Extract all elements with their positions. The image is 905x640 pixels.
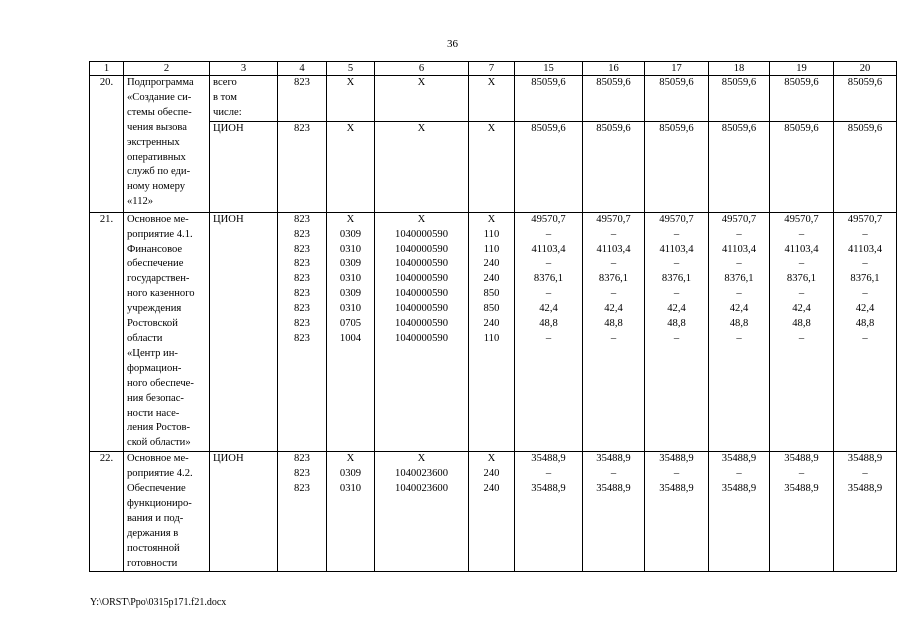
cell-line: –	[545, 468, 552, 480]
executor-cell: ЦИОН	[210, 121, 278, 212]
expense-type-cell	[469, 212, 515, 452]
cell-line: Ростовской	[127, 318, 178, 330]
cell-line: –	[610, 228, 617, 240]
cell-line: 8376,1	[533, 273, 564, 285]
value-cell	[770, 452, 834, 572]
cell-line: 0310	[339, 243, 362, 255]
ministry-code-cell	[278, 452, 327, 572]
cell-line: –	[610, 332, 617, 344]
cell-line: 35488,9	[847, 483, 883, 494]
cell-line: 8376,1	[850, 273, 880, 285]
section-code-cell	[327, 212, 375, 452]
cell-line: 48,8	[855, 317, 875, 329]
cell-line: Х	[487, 213, 496, 225]
header-cell: 18	[709, 62, 770, 76]
cell-line: 35488,9	[596, 453, 631, 465]
header-cell: 7	[469, 62, 515, 76]
cell-line: 240	[483, 317, 500, 329]
cell-line: 8376,1	[598, 273, 629, 285]
cell-line: служб по еди-	[127, 166, 191, 178]
cell-line: 1040000590	[395, 258, 448, 270]
cell-line: Обеспечение	[127, 483, 186, 495]
cell-line: 823	[294, 273, 310, 285]
cell-line: –	[736, 258, 742, 270]
cell-line: 1004	[339, 332, 362, 344]
cell-line: Х	[346, 453, 355, 465]
cell-line: 48,8	[604, 317, 623, 329]
value-cell: 85059,6	[645, 121, 709, 212]
cell-line: Х	[417, 213, 426, 225]
executor-cell	[210, 76, 278, 122]
cell-line: 0310	[339, 303, 362, 315]
cell-line: области	[127, 332, 163, 344]
header-cell: 20	[834, 62, 897, 76]
cell-line: –	[798, 228, 805, 240]
cell-line: 35488,9	[721, 453, 757, 465]
cell-line: –	[736, 332, 742, 344]
cell-line: 35488,9	[784, 483, 819, 494]
table-cell: Х	[469, 76, 515, 122]
row-number: 22.	[90, 452, 124, 572]
cell-line: 49570,7	[531, 213, 566, 225]
cell-line: 49570,7	[784, 213, 819, 225]
value-cell: 85059,6	[770, 121, 834, 212]
value-cell	[583, 452, 645, 572]
cell-line: «112»	[127, 196, 154, 208]
cell-line: 823	[294, 453, 310, 465]
executor-cell: ЦИОН	[210, 212, 278, 452]
value-cell	[709, 452, 770, 572]
cell-line: 823	[294, 258, 310, 270]
cell-line: –	[545, 258, 552, 270]
cell-line: постоянной	[127, 542, 180, 554]
cell-line: 8376,1	[786, 273, 817, 285]
table-cell: Х	[327, 76, 375, 122]
cell-line: 240	[483, 468, 500, 480]
cell-line: ному номеру	[127, 181, 186, 193]
value-cell: 85059,6	[834, 76, 897, 122]
cell-line: –	[610, 468, 617, 480]
cell-line: –	[862, 258, 868, 270]
cell-line: ления Ростов-	[127, 422, 191, 434]
cell-line: 8376,1	[661, 273, 692, 285]
cell-line: –	[673, 288, 680, 300]
value-cell	[770, 212, 834, 452]
cell-line: 240	[483, 483, 500, 494]
cell-line: 0705	[339, 317, 362, 329]
cell-line: ности насе-	[127, 407, 180, 419]
cell-line: –	[673, 258, 680, 270]
cell-line: 48,8	[539, 317, 558, 329]
cell-line: 823	[294, 332, 310, 344]
cell-line: 41103,4	[531, 243, 566, 255]
table-cell: Х	[375, 76, 469, 122]
cell-line: формацион-	[127, 362, 182, 374]
value-cell: 85059,6	[515, 76, 583, 122]
cell-line: 8376,1	[724, 273, 754, 285]
cell-line: –	[673, 468, 680, 480]
cell-line: –	[736, 288, 742, 300]
value-cell: 85059,6	[583, 76, 645, 122]
value-cell	[645, 452, 709, 572]
name-lines	[127, 452, 206, 571]
table-row	[90, 212, 897, 452]
cell-line: 0309	[339, 288, 362, 300]
name-lines	[127, 76, 206, 210]
table-row	[90, 76, 897, 122]
cell-line: всего	[213, 77, 237, 88]
cell-line: –	[862, 332, 868, 344]
cell-line: 1040000590	[395, 288, 448, 300]
cell-line: –	[798, 468, 805, 480]
cell-line: 35488,9	[847, 453, 883, 465]
cell-line: 850	[483, 288, 500, 300]
cell-line: 0309	[339, 468, 362, 480]
activity-name	[124, 212, 210, 452]
cell-line: 823	[294, 483, 310, 494]
cell-line: 42,4	[792, 303, 811, 315]
cell-line: 823	[294, 468, 310, 480]
cell-line: –	[798, 332, 805, 344]
cell-line: Финансовое	[127, 243, 183, 255]
header-cell: 1	[90, 62, 124, 76]
cell-line: Х	[487, 453, 496, 465]
cell-line: 1040000590	[395, 317, 448, 329]
value-cell	[834, 452, 897, 572]
column-number-row	[90, 62, 897, 76]
cell-line: роприятие 4.1.	[127, 228, 193, 240]
cell-line: 1040000590	[395, 243, 448, 255]
cell-line: 1040023600	[395, 483, 448, 494]
cell-line: 41103,4	[596, 243, 631, 255]
cell-line: –	[862, 228, 868, 240]
name-lines	[127, 213, 206, 452]
cell-line: 1040023600	[395, 468, 448, 480]
value-cell: 85059,6	[583, 121, 645, 212]
cell-line: «Центр ин-	[127, 347, 178, 359]
cell-line: 41103,4	[721, 243, 757, 255]
cell-line: 823	[294, 213, 310, 225]
program-name	[124, 76, 210, 213]
header-cell: 6	[375, 62, 469, 76]
cell-line: оперативных	[127, 151, 186, 163]
table-row	[90, 452, 897, 572]
cell-line: вания и под-	[127, 512, 184, 524]
value-cell	[583, 212, 645, 452]
cell-line: 1040000590	[395, 303, 448, 315]
cell-line: Основное ме-	[127, 453, 189, 465]
row-number: 21.	[90, 212, 124, 452]
cell-line: 35488,9	[659, 453, 694, 465]
expense-type-cell	[469, 452, 515, 572]
value-cell: 85059,6	[709, 121, 770, 212]
activity-name	[124, 452, 210, 572]
cell-line: 0310	[339, 483, 362, 494]
cell-line: 42,4	[539, 303, 558, 315]
table-cell: Х	[375, 121, 469, 212]
table-cell: Х	[327, 121, 375, 212]
cell-line: 823	[294, 288, 310, 300]
header-cell: 5	[327, 62, 375, 76]
header-cell: 15	[515, 62, 583, 76]
cell-line: 49570,7	[596, 213, 631, 225]
cell-line: 49570,7	[847, 213, 883, 225]
cell-line: 1040000590	[395, 228, 448, 240]
section-code-cell	[327, 452, 375, 572]
cell-line: в том	[213, 91, 237, 103]
cell-line: –	[862, 288, 868, 300]
table-cell: Х	[469, 121, 515, 212]
header-cell: 3	[210, 62, 278, 76]
value-cell	[709, 212, 770, 452]
cell-line: 49570,7	[659, 213, 694, 225]
cell-line: ния безопас-	[127, 392, 184, 404]
cell-line: 1040000590	[395, 273, 448, 285]
page-number: 36	[447, 38, 458, 50]
cell-line: 240	[483, 273, 500, 285]
cell-line: –	[862, 468, 868, 480]
cell-line: 41103,4	[784, 243, 819, 255]
target-code-cell	[375, 452, 469, 572]
executor-lines	[213, 76, 274, 121]
value-cell	[834, 212, 897, 452]
cell-line: экстренных	[127, 136, 180, 148]
cell-line: 35488,9	[531, 483, 566, 494]
cell-line: –	[610, 258, 617, 270]
value-cell	[515, 212, 583, 452]
cell-line: –	[736, 468, 742, 480]
cell-line: –	[545, 332, 552, 344]
cell-line: стемы обеспе-	[127, 106, 192, 118]
value-cell: 85059,6	[834, 121, 897, 212]
cell-line: роприятие 4.2.	[127, 468, 193, 480]
header-cell: 17	[645, 62, 709, 76]
cell-line: 823	[294, 243, 310, 255]
cell-line: государствен-	[127, 273, 190, 285]
cell-line: 41103,4	[847, 243, 883, 255]
cell-line: учреждения	[127, 303, 182, 315]
value-cell: 85059,6	[515, 121, 583, 212]
header-cell: 2	[124, 62, 210, 76]
cell-line: 42,4	[729, 303, 749, 315]
cell-line: 823	[294, 228, 310, 240]
value-cell	[645, 212, 709, 452]
cell-line: 42,4	[604, 303, 623, 315]
cell-line: чения вызова	[127, 121, 187, 133]
ministry-code-cell	[278, 212, 327, 452]
value-cell: 85059,6	[709, 76, 770, 122]
cell-line: 110	[483, 228, 500, 240]
cell-line: 0310	[339, 273, 362, 285]
cell-line: 35488,9	[659, 483, 694, 494]
cell-line: числе:	[213, 106, 242, 118]
cell-line: 110	[483, 332, 500, 344]
header-cell: 4	[278, 62, 327, 76]
cell-line: 35488,9	[784, 453, 819, 465]
value-cell: 85059,6	[770, 76, 834, 122]
cell-line: держания в	[127, 527, 179, 539]
cell-line: 49570,7	[721, 213, 757, 225]
cell-line: 110	[483, 243, 500, 255]
cell-line: 240	[483, 258, 500, 270]
cell-line: 48,8	[729, 317, 749, 329]
cell-line: –	[673, 332, 680, 344]
cell-line: Подпрограмма	[127, 77, 194, 88]
cell-line: 41103,4	[659, 243, 694, 255]
cell-line: 0309	[339, 228, 362, 240]
value-cell	[515, 452, 583, 572]
header-cell: 19	[770, 62, 834, 76]
value-cell: 85059,6	[645, 76, 709, 122]
table-cell: 823	[278, 121, 327, 212]
executor-cell: ЦИОН	[210, 452, 278, 572]
cell-line: 35488,9	[596, 483, 631, 494]
cell-line: готовности	[127, 557, 178, 569]
footer-file-path: Y:\ORST\Ppo\0315p171.f21.docx	[90, 597, 227, 608]
cell-line: Основное ме-	[127, 213, 189, 225]
table-cell: 823	[278, 76, 327, 122]
cell-line: 0309	[339, 258, 362, 270]
header-cell: 16	[583, 62, 645, 76]
cell-line: 823	[294, 317, 310, 329]
cell-line: 35488,9	[721, 483, 757, 494]
table-row	[90, 121, 897, 212]
cell-line: 42,4	[855, 303, 875, 315]
cell-line: –	[610, 288, 617, 300]
cell-line: 850	[483, 303, 500, 315]
cell-line: ской области»	[127, 437, 191, 449]
cell-line: 48,8	[792, 317, 811, 329]
cell-line: Х	[417, 453, 426, 465]
cell-line: –	[673, 228, 680, 240]
cell-line: –	[545, 228, 552, 240]
cell-line: функциониро-	[127, 497, 192, 509]
cell-line: 48,8	[667, 317, 686, 329]
cell-line: –	[798, 258, 805, 270]
budget-table	[89, 61, 897, 572]
cell-line: 823	[294, 303, 310, 315]
cell-line: 1040000590	[395, 332, 448, 344]
cell-line: обеспечение	[127, 258, 184, 270]
cell-line: –	[736, 228, 742, 240]
cell-line: –	[798, 288, 805, 300]
target-code-cell	[375, 212, 469, 452]
cell-line: ного обеспече-	[127, 377, 194, 389]
cell-line: ного казенного	[127, 288, 195, 300]
cell-line: 42,4	[667, 303, 686, 315]
cell-line: «Создание си-	[127, 91, 192, 103]
cell-line: Х	[346, 213, 355, 225]
row-number: 20.	[90, 76, 124, 213]
cell-line: –	[545, 288, 552, 300]
cell-line: 35488,9	[531, 453, 566, 465]
